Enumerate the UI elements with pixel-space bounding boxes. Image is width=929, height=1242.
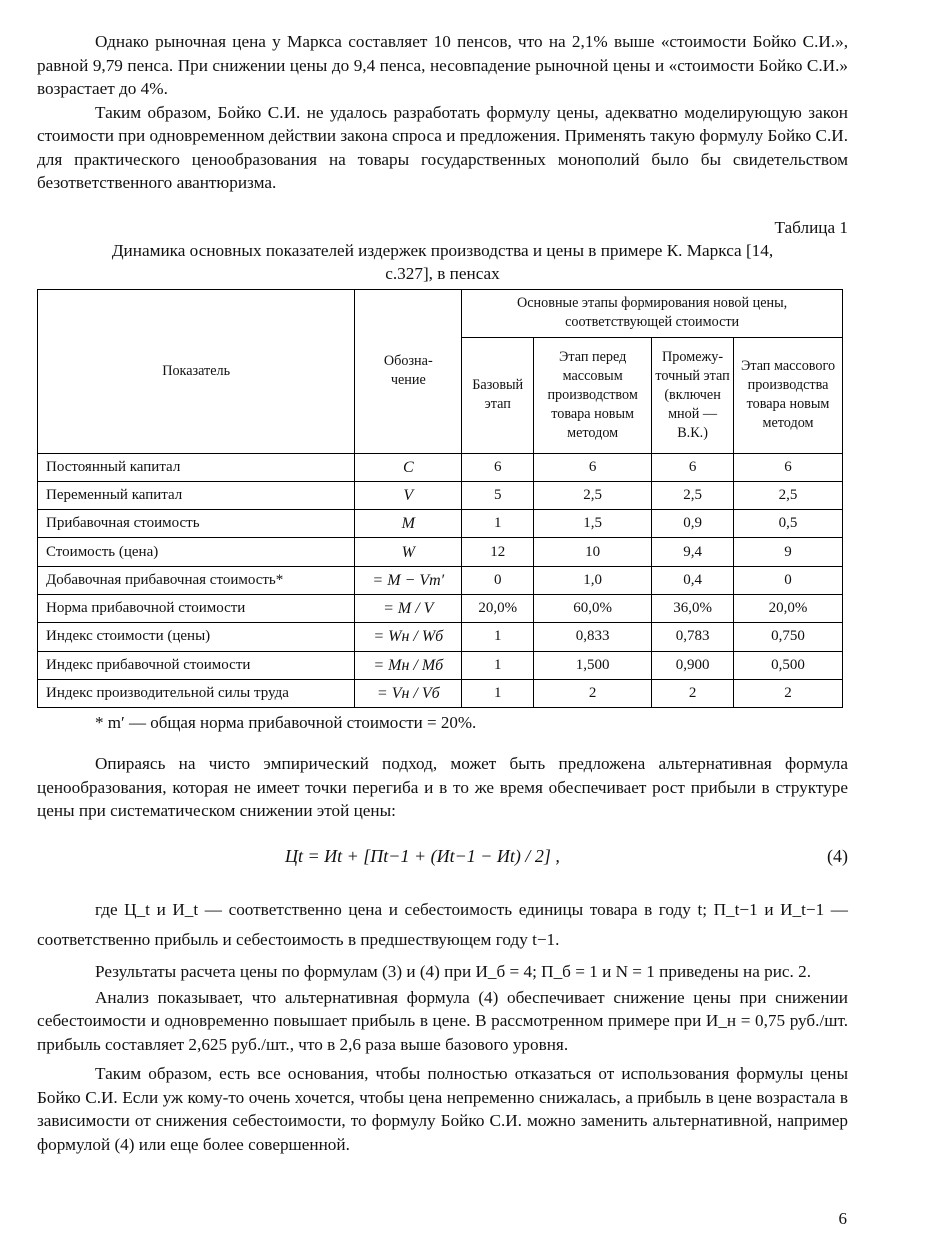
row-value: 9,4	[652, 538, 734, 566]
table-row	[38, 651, 843, 679]
row-value: 6	[462, 453, 534, 481]
row-value: 1,0	[534, 566, 652, 594]
row-symbol: = Wн / Wб	[355, 623, 462, 651]
table-title: Динамика основных показателей издержек производства и цены в примере К. Маркса [14, с.327], в пенсах	[111, 240, 774, 283]
row-value: 2	[652, 679, 734, 707]
row-label: Норма прибавочной стоимости	[38, 594, 355, 622]
row-label: Индекс прибавочной стоимости	[38, 651, 355, 679]
paragraph-7: Таким образом, есть все основания, чтобы полностью отказаться от использования формулы цены Бойко С.И. Если уж кому-то очень хочется, чтобы цена непременно снижалась, а прибыль в цене возрастала в зависимости от снижения себестоимости, то формулу Бойко С.И. можно заменить альтернативной, например формулой (4) или еще более совершенной.	[37, 1064, 848, 1154]
row-value: 0	[462, 566, 534, 594]
page-number: 6	[838, 1209, 847, 1228]
row-value: 1	[462, 651, 534, 679]
row-value: 12	[462, 538, 534, 566]
row-value: 1,500	[534, 651, 652, 679]
row-value: 2,5	[652, 481, 734, 509]
row-value: 36,0%	[652, 594, 734, 622]
header-stage-2: Этап перед массовым производством товара новым методом	[534, 337, 652, 453]
paragraph-2: Таким образом, Бойко С.И. не удалось разработать формулу цены, адекватно моделирующую закон стоимости при одновременном действии закона спроса и предложения. Применять такую формулу Бойко С.И. для практического ценообразования на товары государственных монополий было бы свидетельством безответственного авантюризма.	[37, 102, 848, 192]
row-symbol: C	[355, 453, 462, 481]
row-value: 1	[462, 623, 534, 651]
row-label: Индекс производительной силы труда	[38, 679, 355, 707]
row-value: 10	[534, 538, 652, 566]
table-row	[38, 594, 843, 622]
row-symbol: V	[355, 481, 462, 509]
formula-expression: Цt = Иt + [Пt−1 + (Иt−1 − Иt) / 2] ,	[285, 846, 560, 867]
paragraph-6: Анализ показывает, что альтернативная формула (4) обеспечивает снижение цены при снижении себестоимости и одновременно повышает прибыль в цене. В рассмотренном примере при И_н = 0,75 руб./шт. прибыль составляет 2,625 руб./шт., что в 2,6 раза выше базового уровня.	[37, 987, 848, 1054]
header-stages-group: Основные этапы формирования новой цены, соответствующей стоимости	[462, 289, 843, 337]
table-footnote: * m′ — общая норма прибавочной стоимости = 20%.	[95, 713, 477, 733]
paragraph-3: Опираясь на чисто эмпирический подход, может быть предложена альтернативная формула ценообразования, которая не имеет точки перегиба и в то же время обеспечивает рост прибыли в структуре цены при систематическом снижении этой цены:	[37, 754, 848, 821]
row-value: 20,0%	[462, 594, 534, 622]
row-label: Постоянный капитал	[38, 453, 355, 481]
row-value: 2,5	[534, 481, 652, 509]
row-value: 20,0%	[734, 594, 843, 622]
row-value: 2,5	[734, 481, 843, 509]
header-stage-1: Базовый этап	[462, 337, 534, 453]
row-value: 60,0%	[534, 594, 652, 622]
row-symbol: M	[355, 510, 462, 538]
row-value: 2	[534, 679, 652, 707]
data-table	[37, 289, 843, 709]
row-symbol: = Mн / Mб	[355, 651, 462, 679]
table-number: Таблица 1	[774, 217, 848, 237]
table-row	[38, 623, 843, 651]
row-value: 1,5	[534, 510, 652, 538]
row-value: 0,833	[534, 623, 652, 651]
row-value: 0,500	[734, 651, 843, 679]
table-row	[38, 453, 843, 481]
row-value: 0,750	[734, 623, 843, 651]
table-row	[38, 679, 843, 707]
row-label: Индекс стоимости (цены)	[38, 623, 355, 651]
row-symbol: = Vн / Vб	[355, 679, 462, 707]
row-value: 2	[734, 679, 843, 707]
header-symbol: Обозна-чение	[355, 289, 462, 453]
row-value: 0,4	[652, 566, 734, 594]
formula-block	[37, 837, 848, 877]
row-value: 0,9	[652, 510, 734, 538]
paragraph-4: где Ц_t и И_t — соответственно цена и себестоимость единицы товара в году t; П_t−1 и И_t−1 — соответственно прибыль и себестоимость в предшествующем году t−1.	[37, 899, 848, 949]
row-symbol: = M − Vm′	[355, 566, 462, 594]
row-value: 6	[734, 453, 843, 481]
header-stage-4: Этап массового производства товара новым методом	[734, 337, 843, 453]
row-value: 6	[534, 453, 652, 481]
row-value: 6	[652, 453, 734, 481]
row-symbol: W	[355, 538, 462, 566]
paragraph-1: Однако рыночная цена у Маркса составляет 10 пенсов, что на 2,1% выше «стоимости Бойко С.И.», равной 9,79 пенса. При снижении цены до 9,4 пенса, несовпадение рыночной цены и «стоимости Бойко С.И.» возрастает до 4%.	[37, 32, 848, 98]
row-value: 5	[462, 481, 534, 509]
row-value: 0,900	[652, 651, 734, 679]
row-value: 0	[734, 566, 843, 594]
row-label: Переменный капитал	[38, 481, 355, 509]
header-indicator: Показатель	[38, 289, 355, 453]
row-symbol: = M / V	[355, 594, 462, 622]
header-stage-3: Промежу-точный этап (включен мной — В.К.)	[652, 337, 734, 453]
row-value: 0,783	[652, 623, 734, 651]
table-row	[38, 538, 843, 566]
paragraph-5: Результаты расчета цены по формулам (3) и (4) при И_б = 4; П_б = 1 и N = 1 приведены на рис. 2.	[95, 961, 812, 981]
row-value: 9	[734, 538, 843, 566]
row-label: Прибавочная стоимость	[38, 510, 355, 538]
row-value: 1	[462, 679, 534, 707]
table-row	[38, 481, 843, 509]
row-value: 1	[462, 510, 534, 538]
table-row	[38, 510, 843, 538]
row-label: Стоимость (цена)	[38, 538, 355, 566]
document-page	[37, 30, 848, 1156]
formula-number: (4)	[827, 846, 848, 867]
row-label: Добавочная прибавочная стоимость*	[38, 566, 355, 594]
row-value: 0,5	[734, 510, 843, 538]
table-row	[38, 566, 843, 594]
